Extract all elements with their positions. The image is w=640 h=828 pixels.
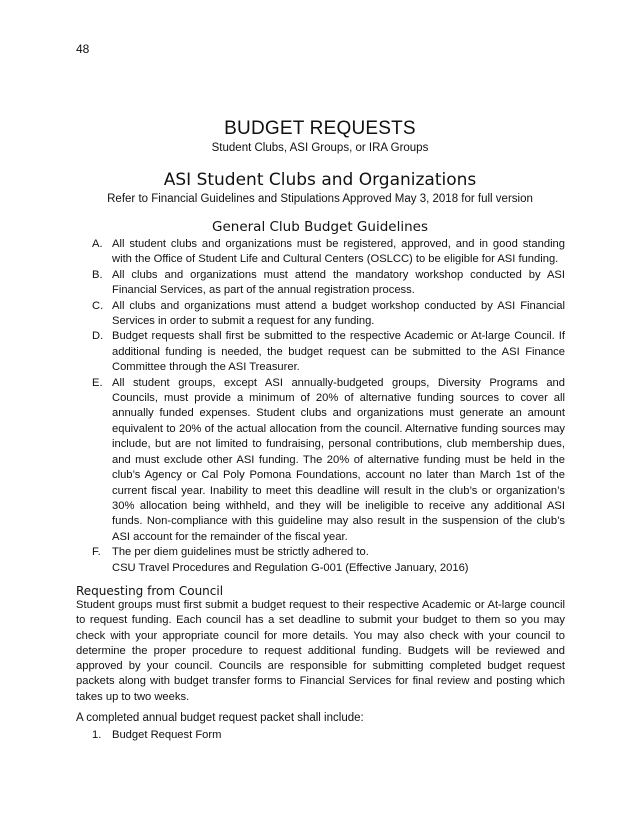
list-marker: B. [92, 268, 103, 281]
guideline-item [92, 329, 565, 375]
page-subtitle: Student Clubs, ASI Groups, or IRA Groups [211, 142, 429, 154]
packet-item [92, 728, 221, 743]
section-title: ASI Student Clubs and Organizations [163, 170, 477, 190]
list-marker: D. [92, 330, 104, 343]
guideline-text: All clubs and organizations must attend a budget workshop conducted by ASI Financial Services in order to submit a request for any funding. [112, 299, 565, 328]
packet-intro: A completed annual budget request packet shall include: [76, 712, 364, 724]
list-marker: C. [92, 299, 104, 312]
list-marker: F. [92, 546, 101, 559]
guideline-item [92, 376, 565, 545]
guideline-reference: CSU Travel Procedures and Regulation G-001 (Effective January, 2016) [112, 561, 469, 574]
guideline-text: All student clubs and organizations must be registered, approved, and in good standing with the Office of Student Life and Cultural Centers (OSLCC) to be eligible for ASI funding. [112, 238, 565, 266]
page-title: BUDGET REQUESTS [224, 118, 416, 139]
list-marker: 1. [92, 729, 102, 741]
section-subtitle: Refer to Financial Guidelines and Stipulations Approved May 3, 2018 for full version [107, 193, 533, 205]
council-paragraph: Student groups must first submit a budget request to their respective Academic or At-large council to request funding. Each council has a set deadline to submit your budget to them so you may check with your appropriate council for more details. You may also check with your council to determine the proper procedure to request additional funding. Budgets will be reviewed and approved by your council. Councils are responsible for submitting completed budget request packets along with budget transfer forms to Financial Services for final review and posting which takes up to two weeks. [76, 599, 565, 703]
guideline-text: All clubs and organizations must attend the mandatory workshop conducted by ASI Financial Services, as part of the annual registration process. [112, 268, 565, 297]
guideline-item [92, 268, 565, 299]
guidelines-list [92, 237, 565, 576]
guidelines-heading: General Club Budget Guidelines [212, 219, 428, 235]
council-heading: Requesting from Council [76, 584, 224, 598]
guideline-text: Budget requests shall first be submitted to the respective Academic or At-large Council. If additional funding is needed, the budget request can be submitted to the ASI Finance Committee through the ASI Treasurer. [112, 330, 565, 374]
guideline-item [92, 237, 565, 268]
guideline-item [92, 545, 565, 576]
page-number: 48 [76, 42, 90, 56]
packet-list [92, 728, 221, 743]
guideline-text: The per diem guidelines must be strictly adhered to. [112, 546, 369, 559]
packet-item-text: Budget Request Form [112, 729, 222, 741]
list-marker: E. [92, 376, 103, 389]
guideline-text: All student groups, except ASI annually-budgeted groups, Diversity Programs and Councils, must provide a minimum of 20% of alternative funding sources to cover all annually funded expenses. Student clubs and organizations must generate an amount equivalent to 20% of the actual allocation from the council. Alternative funding sources may include, but are not limited to fundraising, personal contributions, club membership dues, and must exclude other ASI funding. The 20% of alternative funding must be held in the club’s Agency or Cal Poly Pomona Foundations, account no later than March 1st of the current fiscal year. Inability to meet this deadline will result in the club’s or organization’s 30% allocation being withheld, and they will be ineligible to receive any additional ASI funds. Non-compliance with this guideline may also result in the suspension of the club’s ASI account for the remainder of the fiscal year. [112, 376, 565, 543]
list-marker: A. [92, 238, 103, 250]
guideline-item [92, 299, 565, 330]
